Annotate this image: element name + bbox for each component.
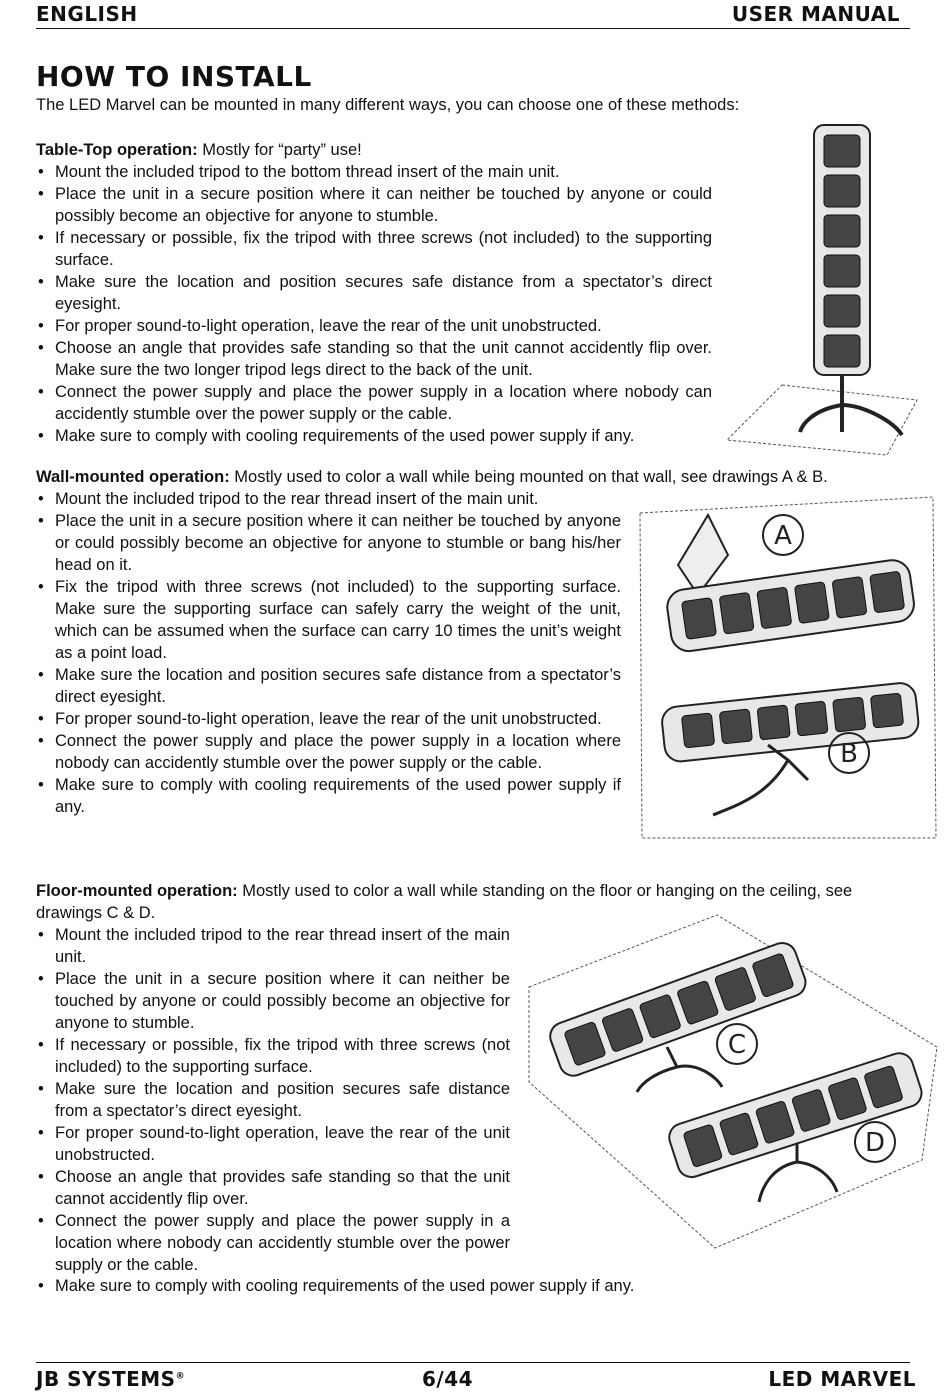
list-item: • If necessary or possible, fix the tripod with three screws (not included) to the supporting surface. [36,1034,510,1078]
footer-product: LED MARVEL [768,1367,916,1391]
wall-heading-line [36,466,916,488]
wall-lead: Mostly used to color a wall while being mounted on that wall, see drawings A & B. [229,468,828,486]
floor-last-line [36,1275,906,1297]
list-item: • Mount the included tripod to the rear thread insert of the main unit. [36,488,621,510]
led-cell [824,335,860,367]
tabletop-lead: Mostly for “party” use! [197,141,362,159]
page-header [36,2,910,29]
footer-brand-line [36,1367,185,1391]
led-cell [719,709,752,744]
figure-label-b: B [840,739,858,769]
list-item: • Connect the power supply and place the power supply in a location where nobody can accidently stumble over the power supply or the cable. [36,1210,510,1276]
wall-list [36,488,621,818]
floor-list [36,924,510,1276]
list-item: • Make sure the location and position secures safe distance from a spectator’s direct eyesight. [36,271,712,315]
footer-registered-mark: ® [175,1371,186,1382]
tabletop-heading-line [36,139,712,161]
floor-heading: Floor-mounted operation: [36,882,238,900]
tabletop-list [36,161,712,447]
list-item: • Make sure to comply with cooling requirements of the used power supply if any. [36,425,712,447]
wall-illustration [638,495,938,840]
list-item: • Fix the tripod with three screws (not included) to the supporting surface. Make sure the supporting surface can safely carry the weight of the unit, which can be assumed when the surface can carry 10 times the unit’s weight as a point load. [36,576,621,664]
tabletop-section [36,139,712,447]
list-item: • Connect the power supply and place the power supply in a location where nobody can accidently stumble over the power supply or the cable. [36,381,712,425]
led-cell [832,576,867,618]
tabletop-illustration [722,120,922,460]
list-item: • Choose an angle that provides safe standing so that the unit cannot accidently flip over. Make sure the two longer tripod legs direct to the back of the unit. [36,337,712,381]
intro-text: The LED Marvel can be mounted in many different ways, you can choose one of these methods: [36,96,740,114]
list-item: • Place the unit in a secure position where it can neither be touched by anyone or could possibly become an objective for anyone to stumble. [36,183,712,227]
list-item: • Connect the power supply and place the power supply in a location where nobody can accidently stumble over the power supply or the cable. [36,730,621,774]
figure-label-c: C [727,1030,747,1060]
floor-illustration [527,912,942,1250]
floor-section [36,924,510,1276]
floor-lead: Mostly used to color a wall while standing on the floor or hanging on the ceiling, see drawings C & D. [36,882,853,922]
figure-label-a: A [774,521,792,551]
led-cell [870,571,905,613]
list-item: • Make sure to comply with cooling requirements of the used power supply if any. [36,774,621,818]
led-cell [682,598,717,640]
list-item: • Mount the included tripod to the bottom thread insert of the main unit. [36,161,712,183]
floor-last-item: • Make sure to comply with cooling requirements of the used power supply if any. [36,1275,906,1297]
footer-brand: JB SYSTEMS [36,1367,176,1391]
led-cell [824,135,860,167]
list-item: • Make sure the location and position secures safe distance from a spectator’s direct eyesight. [36,664,621,708]
led-cell [824,175,860,207]
led-cell [757,705,790,740]
list-item: • For proper sound-to-light operation, leave the rear of the unit unobstructed. [36,708,621,730]
led-cell [681,713,714,748]
page-title: HOW TO INSTALL [36,60,312,93]
wall-section [36,488,621,818]
header-language: ENGLISH [36,2,138,26]
led-cell [833,697,866,732]
wall-heading: Wall-mounted operation: [36,468,230,486]
footer-page-number: 6/44 [422,1367,474,1391]
list-item: • If necessary or possible, fix the tripod with three screws (not included) to the supporting surface. [36,227,712,271]
led-cell [824,215,860,247]
led-cell [719,592,754,634]
list-item: • Make sure the location and position secures safe distance from a spectator’s direct eyesight. [36,1078,510,1122]
list-item: • For proper sound-to-light operation, leave the rear of the unit unobstructed. [36,315,712,337]
tabletop-heading: Table-Top operation: [36,141,198,159]
page-footer [36,1362,916,1391]
figure-label-d: D [864,1128,886,1158]
list-item: • For proper sound-to-light operation, leave the rear of the unit unobstructed. [36,1122,510,1166]
led-cell [870,693,903,728]
led-cell [795,701,828,736]
led-cell [824,255,860,287]
led-cell [794,582,829,624]
list-item: • Place the unit in a secure position where it can neither be touched by anyone or could possibly become an objective for anyone to stumble. [36,968,510,1034]
list-item: • Place the unit in a secure position where it can neither be touched by anyone or could possibly become an objective for anyone to stumble or bang his/her head on it. [36,510,621,576]
list-item: • Mount the included tripod to the rear thread insert of the main unit. [36,924,510,968]
list-item: • Choose an angle that provides safe standing so that the unit cannot accidently flip over. [36,1166,510,1210]
led-cell [824,295,860,327]
header-doc-type: USER MANUAL [731,2,900,26]
led-cell [757,587,792,629]
